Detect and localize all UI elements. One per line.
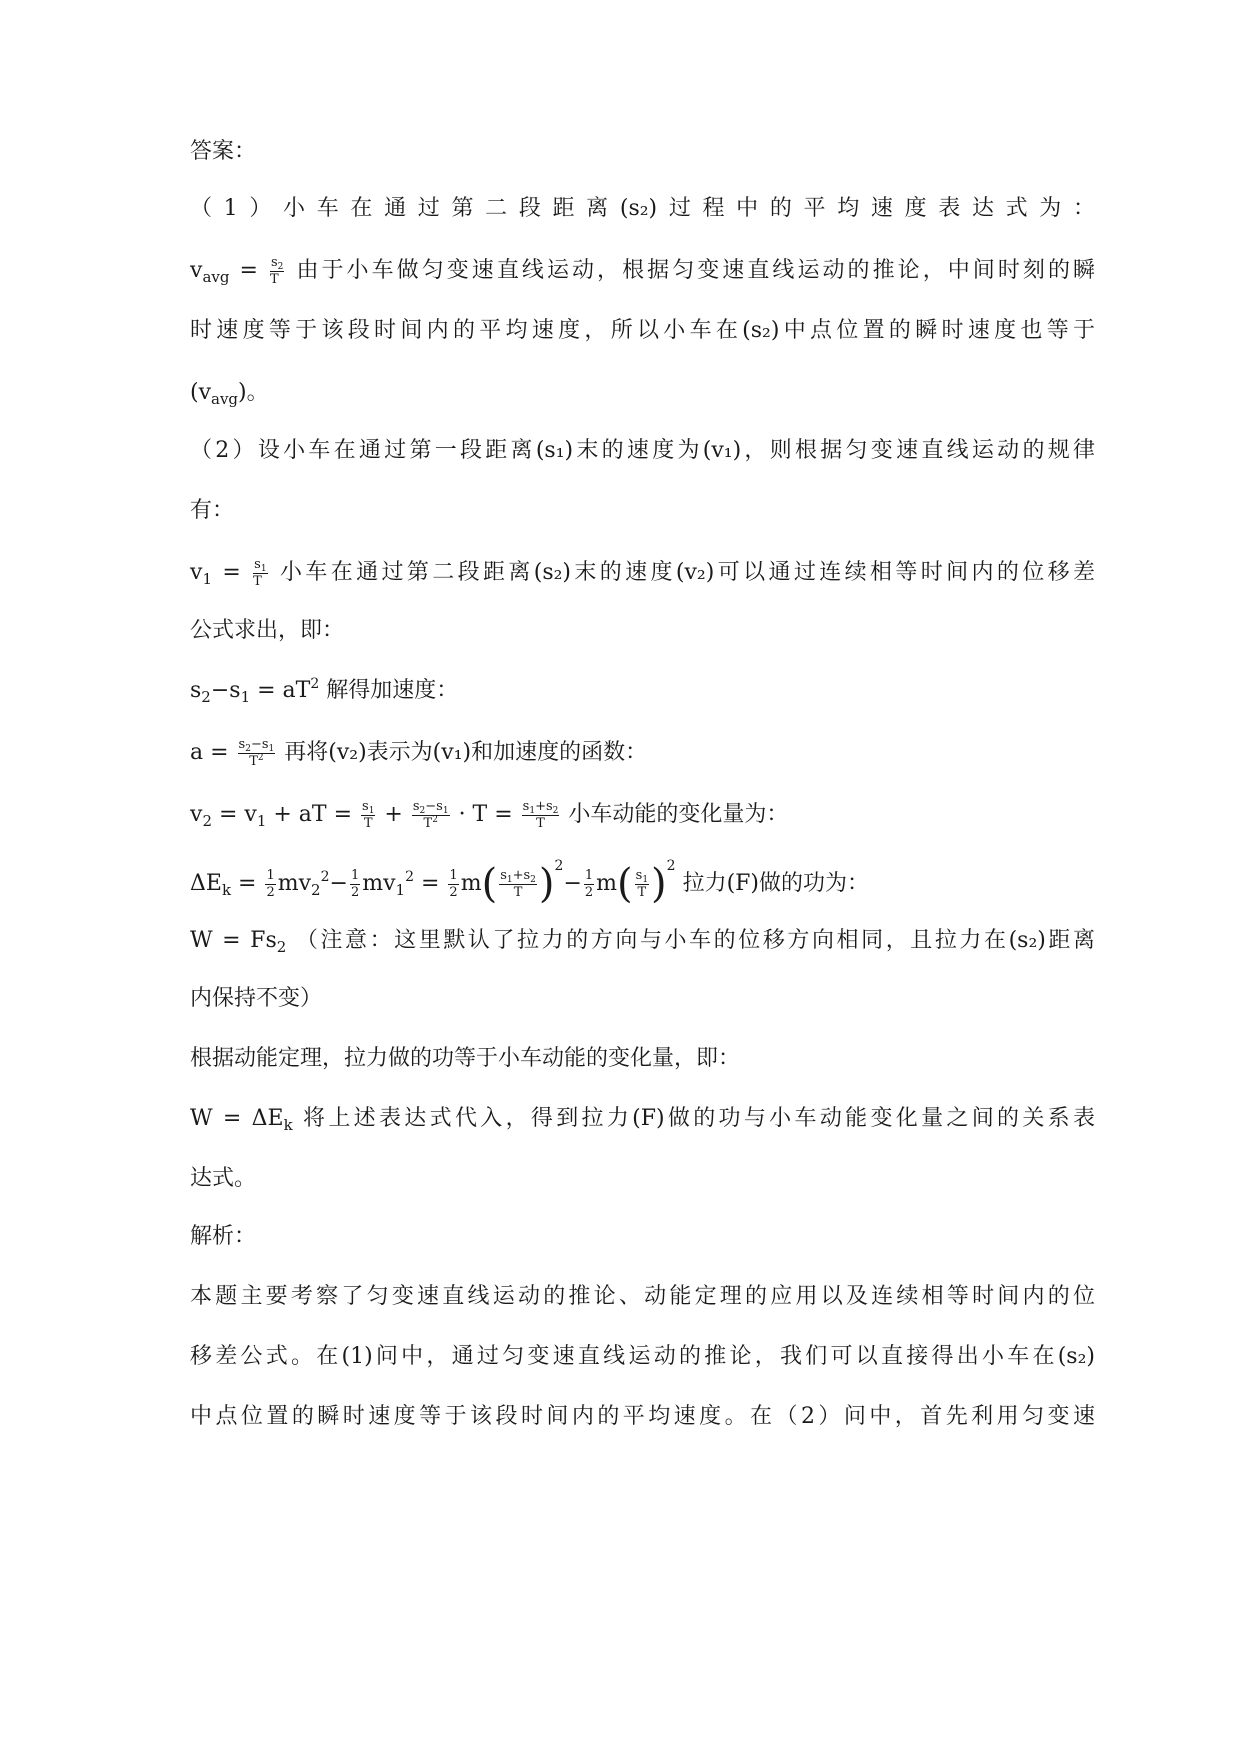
q2-line-9 xyxy=(190,928,1095,954)
q2-line-12 xyxy=(190,1106,1095,1132)
formula-v-avg-paren: $(v_{avg})$ xyxy=(190,380,247,408)
q2-line-7 xyxy=(190,800,1095,830)
analysis-heading: 解析： xyxy=(190,1224,257,1249)
formula-v-avg: $v_{avg}$ = $\frac{s_2}{T}$ xyxy=(190,255,284,287)
q2-line-5-text: 解得加速度： xyxy=(326,678,459,703)
answer-heading: 答案： xyxy=(190,139,257,164)
formula-kinetic-energy-change: $\Delta E_k$ = $\frac{1}{2}$ $mv_2^2-$ $\frac{1}{2}$ $mv_1^2$ = $\frac{1}{2}$ m( $\frac{s_1+s_2}{T}$ )$^2$− $\frac{1}{2}$ m( $\frac{s_1}{T}$ )$^2$ xyxy=(190,858,676,907)
q2-line-2: 有： xyxy=(190,498,235,523)
q2-line-5 xyxy=(190,678,1095,704)
q2-line-3-text: 小车在通过第二段距离(s₂)末的速度(v₂)可以通过连续相等时间内的位移差 xyxy=(279,560,1095,586)
q1-line-3: 时速度等于该段时间内的平均速度，所以小车在(s₂)中点位置的瞬时速度也等于 xyxy=(190,318,1095,343)
q2-line-4: 公式求出，即： xyxy=(190,618,345,643)
formula-acceleration: a = $\frac{s_2-s_1}{T^2}$ xyxy=(190,737,275,769)
formula-displacement-difference: $s_2-s_1 = aT^2$ xyxy=(190,676,320,706)
analysis-line-2: 移差公式。在(1)问中，通过匀变速直线运动的推论，我们可以直接得出小车在(s₂) xyxy=(190,1344,1095,1369)
q2-line-3 xyxy=(190,558,1095,588)
q2-line-8 xyxy=(190,858,1095,907)
formula-v2: $v_2 = v_1$ + aT = $\frac{s_1}{T}$ + $\frac{s_2-s_1}{T^2}$ · T = $\frac{s_1+s_2}{T}$ xyxy=(190,799,559,831)
formula-work: $W = Fs_2$ xyxy=(190,928,287,956)
q2-line-10: 内保持不变） xyxy=(190,986,323,1011)
q2-line-6 xyxy=(190,738,1095,768)
q2-line-13: 达式。 xyxy=(190,1166,257,1191)
q2-line-6-text: 再将(v₂)表示为(v₁)和加速度的函数： xyxy=(284,740,648,766)
analysis-line-3: 中点位置的瞬时速度等于该段时间内的平均速度。在（2）问中，首先利用匀变速 xyxy=(190,1404,1095,1429)
q1-line-2-text: 由于小车做匀变速直线运动，根据匀变速直线运动的推论，中间时刻的瞬 xyxy=(296,258,1095,284)
q1-line-4: $(v_{avg})$。 xyxy=(190,380,269,408)
q1-line-1: （1）小车在通过第二段距离(s₂)过程中的平均速度表达式为： xyxy=(190,196,1095,221)
q2-line-8-text: 拉力(F)做的功为： xyxy=(682,871,870,896)
q2-line-11: 根据动能定理，拉力做的功等于小车动能的变化量，即： xyxy=(190,1046,741,1071)
q2-line-1: （2）设小车在通过第一段距离(s₁)末的速度为(v₁)，则根据匀变速直线运动的规律 xyxy=(190,438,1095,463)
q1-line-2 xyxy=(190,256,1095,286)
q2-line-7-text: 小车动能的变化量为： xyxy=(568,802,789,828)
q2-line-12-text: 将上述表达式代入，得到拉力(F)做的功与小车动能变化量之间的关系表 xyxy=(303,1106,1095,1131)
q2-line-9-text: （注意：这里默认了拉力的方向与小车的位移方向相同，且拉力在(s₂)距离 xyxy=(295,928,1096,953)
formula-work-energy-theorem: $W = \Delta E_k$ xyxy=(190,1106,293,1134)
formula-v1: $v_1$ = $\frac{s_1}{T}$ xyxy=(190,557,267,589)
analysis-line-1: 本题主要考察了匀变速直线运动的推论、动能定理的应用以及连续相等时间内的位 xyxy=(190,1284,1095,1309)
